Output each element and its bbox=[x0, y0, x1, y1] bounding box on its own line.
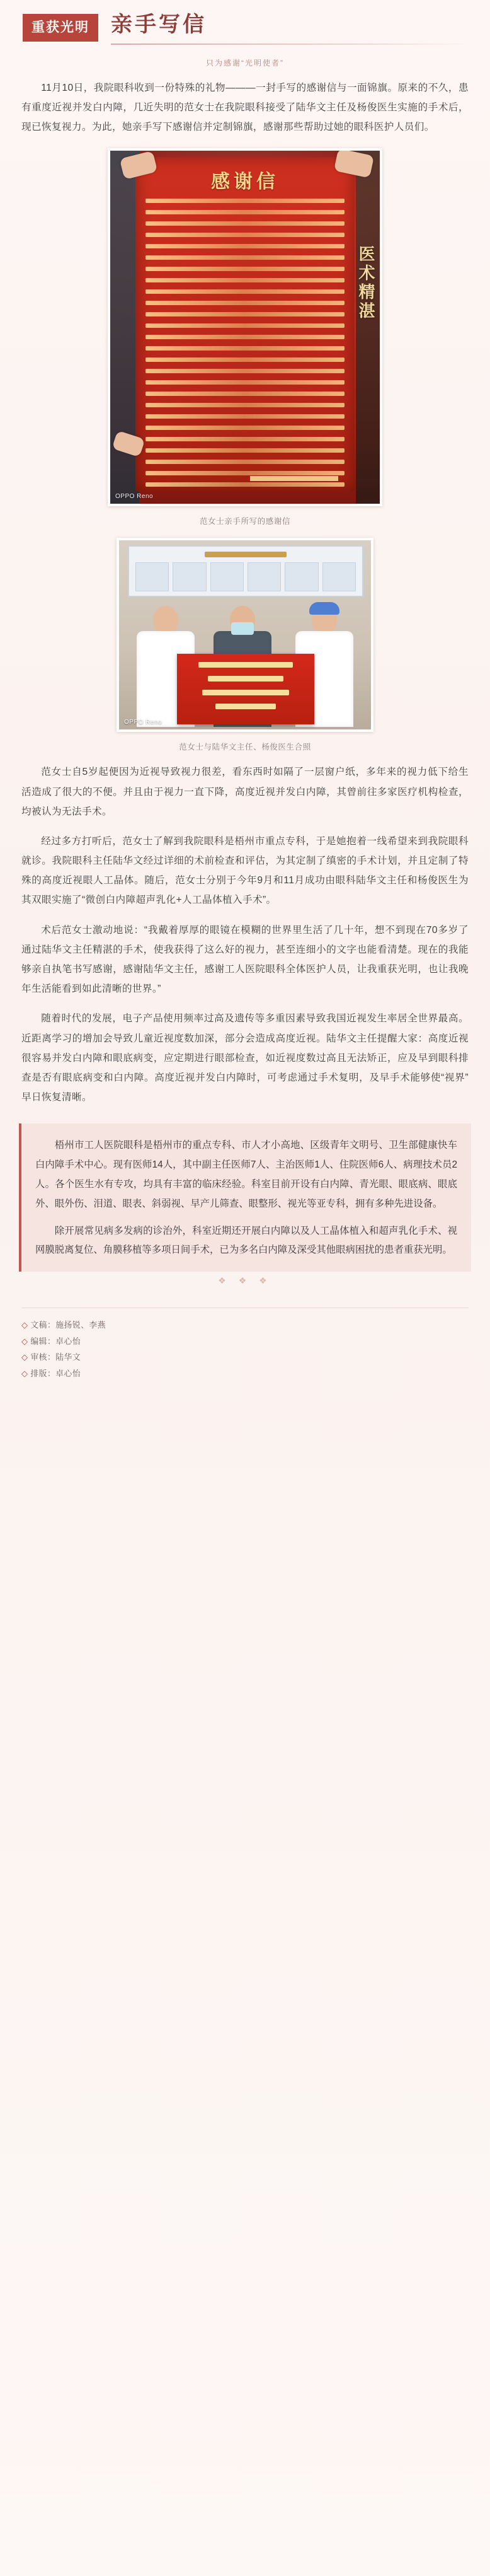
page-title: 亲手写信 bbox=[111, 13, 207, 37]
photo-thank-you-letter bbox=[108, 148, 382, 506]
credit-row bbox=[21, 1333, 469, 1350]
face-mask-icon bbox=[231, 622, 254, 635]
person-head bbox=[153, 606, 178, 634]
surgical-cap-icon bbox=[309, 602, 339, 615]
figure-caption: 范女士与陆华文主任、杨俊医生合照 bbox=[179, 743, 311, 752]
credit-label: 文稿： bbox=[30, 1320, 56, 1330]
credit-value: 施扬锐、李燕 bbox=[55, 1320, 106, 1330]
page-subtitle: 只为感谢“光明使者” bbox=[206, 58, 284, 67]
highlight-paragraph: 梧州市工人医院眼科是梧州市的重点专科、市人才小高地、区级青年文明号、卫生部健康快车白内障手术中心。现有医师14人，其中副主任医师7人、主治医师1人、住院医师6人、病理技术员2人。各个医生水有专攻，均具有丰富的临床经验。科室目前开设有白内障、青光眼、眼底病、眼底外、眼外伤、泪道、眼表、斜弱视、早产儿筛查、眼整形、视光等亚专科，拥有多种先进设备。 bbox=[35, 1140, 457, 1209]
paragraph: 范女士自5岁起便因为近视导致视力很差，看东西时如隔了一层窗户纸，多年来的视力低下给生活造成了很大的不便。并且由于视力一直下降，高度近视并发白内障，其曾前往多家医疗机构检查，均被认为无法手术。 bbox=[21, 767, 469, 817]
credits-block bbox=[21, 1308, 469, 1381]
letter-banner bbox=[135, 157, 355, 491]
credit-value: 陆华文 bbox=[55, 1352, 81, 1362]
photo-group bbox=[117, 538, 373, 732]
wall-honor-board bbox=[128, 545, 363, 597]
credit-row bbox=[21, 1317, 469, 1333]
header-tag: 重获光明 bbox=[23, 14, 98, 42]
credit-label: 审核： bbox=[30, 1352, 56, 1362]
credit-value: 卓心怡 bbox=[55, 1336, 81, 1346]
diamond-icon: ◇ bbox=[21, 1352, 28, 1362]
credit-value: 卓心怡 bbox=[55, 1369, 81, 1379]
diamond-icon: ◇ bbox=[21, 1320, 28, 1330]
credit-label: 排版： bbox=[30, 1369, 56, 1379]
paragraph: 随着时代的发展，电子产品使用频率过高及遗传等多重因素导致我国近视发生率居全世界最高。近距离学习的增加会导致儿童近视度数加深，部分会造成高度近视。陆华文主任提醒大家：高度近视很容易并发白内障和眼底病变，应定期进行眼部检查，如近视度数过高且无法矫正，应及早到眼科排查是否有眼底病变和白内障。高度近视并发白内障时，可考虑通过手术复明，及早手术能够使“视界”早日恢复清晰。 bbox=[21, 1013, 469, 1103]
title-divider bbox=[111, 44, 467, 45]
wall-board-title bbox=[205, 552, 287, 557]
letter-heading: 感谢信 bbox=[211, 171, 279, 193]
paragraph: 经过多方打听后，范女士了解到我院眼科是梧州市重点专科，于是她抱着一线希望来到我院眼科就诊。我院眼科主任陆华文经过详细的术前检查和评估，为其定制了缜密的手术计划，并且定制了特殊的高度近视眼人工晶体。随后，范女士分别于今年9月和11月成功由眼科陆华文主任和杨俊医生为其双眼实施了“微创白内障超声乳化+人工晶体植入手术”。 bbox=[21, 835, 469, 906]
credit-label: 编辑： bbox=[30, 1336, 56, 1346]
diamond-icon: ◇ bbox=[21, 1336, 28, 1346]
figure-caption: 范女士亲手所写的感谢信 bbox=[199, 517, 291, 526]
article-body bbox=[0, 78, 490, 1108]
photo-watermark: OPPO Reno bbox=[115, 493, 154, 501]
wall-board-columns bbox=[129, 557, 362, 591]
paragraph: 术后范女士激动地说：“我戴着厚厚的眼镜在模糊的世界里生活了几十年，想不到现在70多岁了通过陆华文主任精湛的手术，使我获得了这么好的视力，甚至连细小的文字也能看清楚。现在的我能够亲自执笔书写感谢，感谢陆华文主任，感谢工人医院眼科全体医护人员，让我重获光明，也让我晚年生活能看到如此清晰的世界。” bbox=[21, 924, 469, 995]
credit-row bbox=[21, 1349, 469, 1366]
letter-signature bbox=[250, 476, 338, 481]
pennant bbox=[177, 654, 314, 724]
ornament-divider: ❖ ❖ ❖ bbox=[218, 1275, 272, 1286]
figure-group-photo bbox=[21, 538, 469, 752]
figure-thank-you-letter bbox=[21, 148, 469, 526]
diamond-icon: ◇ bbox=[21, 1369, 28, 1379]
highlight-paragraph: 除开展常见病多发病的诊治外，科室近期还开展白内障以及人工晶体植入和超声乳化手术、视网膜脱离复位、角膜移植等多项日间手术，已为多名白内障及深受其他眼病困扰的患者重获光明。 bbox=[35, 1225, 457, 1256]
banner-side-text: 医术精湛 bbox=[356, 245, 375, 322]
article-header bbox=[0, 0, 490, 52]
photo-background-right bbox=[356, 151, 380, 504]
letter-text-lines bbox=[145, 199, 345, 456]
credit-row bbox=[21, 1366, 469, 1382]
photo-watermark: OPPO Reno bbox=[124, 719, 162, 726]
paragraph: 11月10日，我院眼科收到一份特殊的礼物———一封手写的感谢信与一面锦旗。原来的不久，患有重度近视并发白内障，几近失明的范女士在我院眼科接受了陆华文主任及杨俊医生实施的手术后，现已恢复视力。为此，她亲手写下感谢信并定制锦旗，感谢那些帮助过她的眼科医护人员们。 bbox=[21, 82, 469, 133]
header-title-wrap bbox=[108, 13, 467, 45]
department-info-box bbox=[19, 1123, 471, 1272]
